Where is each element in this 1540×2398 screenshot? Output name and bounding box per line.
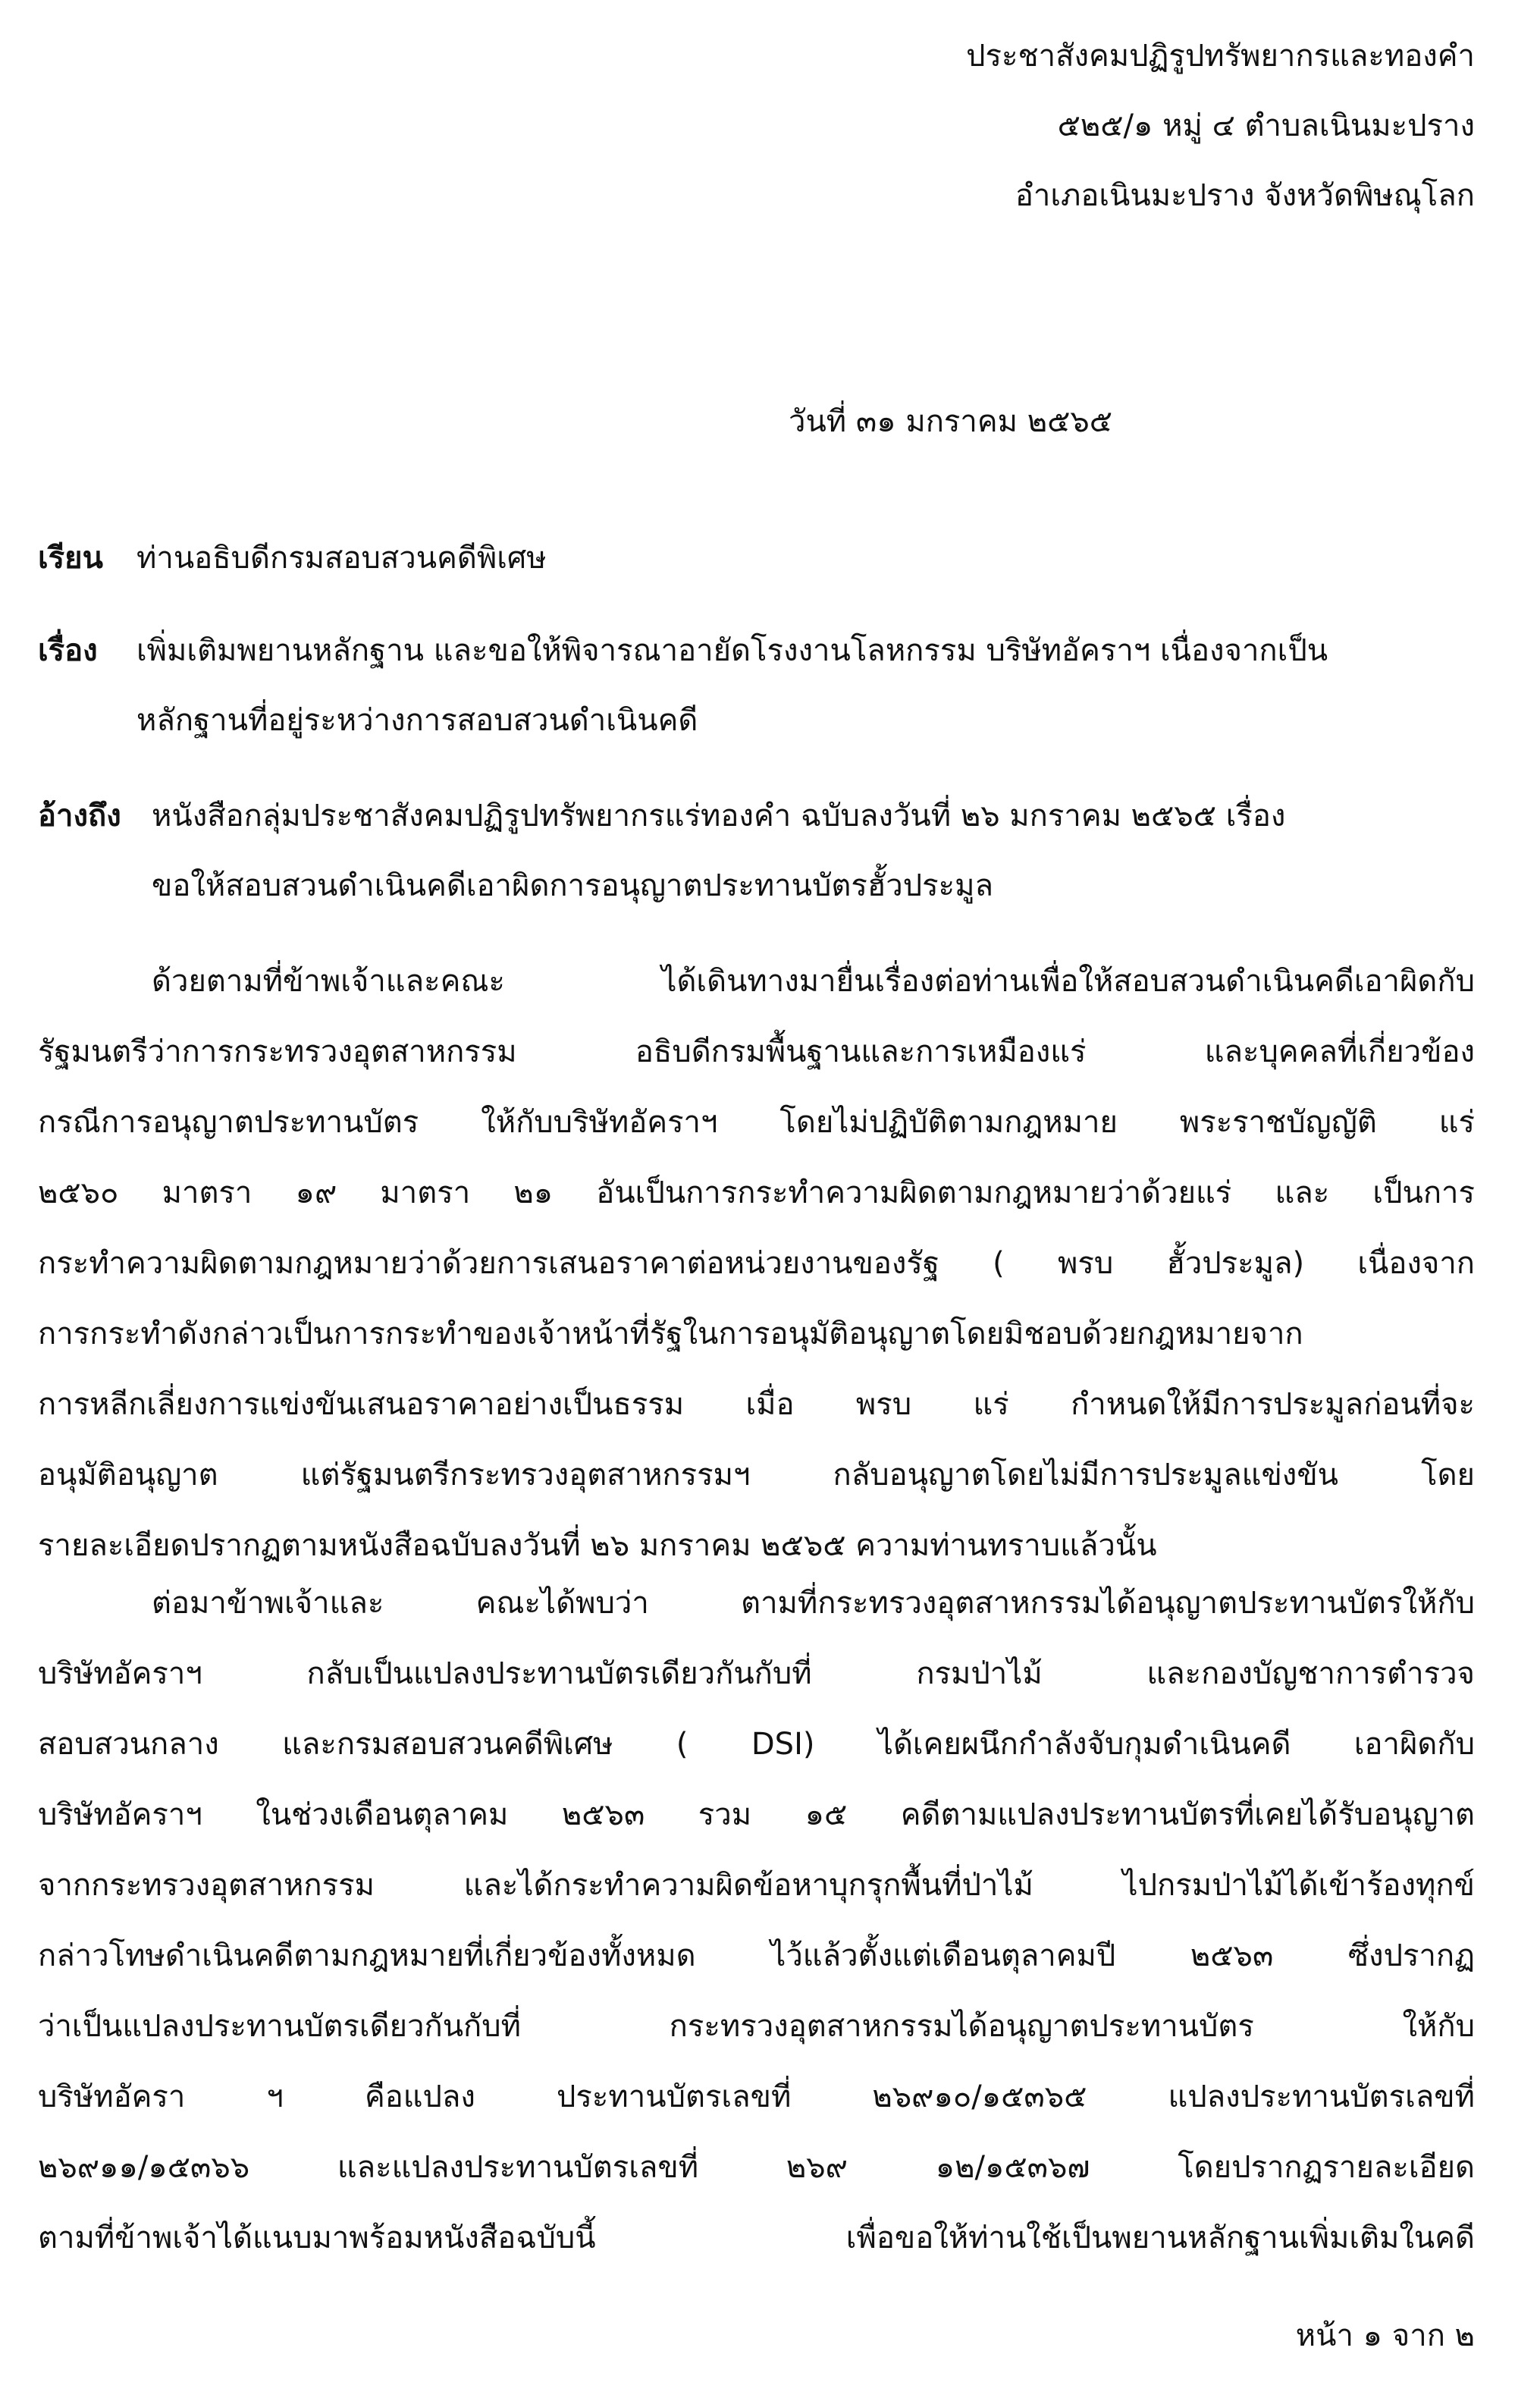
reference [38, 781, 1475, 921]
paragraph-line: ตามที่ข้าพเจ้าได้แนบมาพร้อมหนังสือฉบับนี้ เพื่อขอให้ท่านใช้เป็นพยานหลักฐานเพิ่มเติมในคดี [38, 2221, 1475, 2255]
paragraph-line: บริษัทอัคราฯ กลับเป็นแปลงประทานบัตรเดียวกันกับที่ กรมป่าไม้ และกองบัญชาการตำรวจ [38, 1656, 1475, 1691]
subject-line: เพิ่มเติมพยานหลักฐาน และขอให้พิจารณาอายัดโรงงานโลหกรรม บริษัทอัคราฯ เนื่องจากเป็น [136, 633, 1328, 668]
subject [38, 616, 1475, 755]
paragraph-line: บริษัทอัคราฯ ในช่วงเดือนตุลาคม ๒๕๖๓ รวม ๑๕ คดีตามแปลงประทานบัตรที่เคยได้รับอนุญาต [38, 1797, 1475, 1832]
salutation-label: เรียน [38, 541, 103, 576]
sender-address-district: อำเภอเนินมะปราง จังหวัดพิษณุโลก [1015, 178, 1475, 213]
letter-date: วันที่ ๓๑ มกราคม ๒๕๖๕ [789, 404, 1113, 439]
paragraph-line: รายละเอียดปรากฏตามหนังสือฉบับลงวันที่ ๒๖ มกราคม ๒๕๖๕ ความท่านทราบแล้วนั้น [38, 1528, 1157, 1563]
body-paragraph-2 [38, 1568, 1475, 2274]
paragraph-line: ด้วยตามที่ข้าพเจ้าและคณะ ได้เดินทางมายื่นเรื่องต่อท่านเพื่อให้สอบสวนดำเนินคดีเอาผิดกับ [152, 964, 1475, 999]
paragraph-line: รัฐมนตรีว่าการกระทรวงอุตสาหกรรม อธิบดีกรมพื้นฐานและการเหมืองแร่ และบุคคลที่เกี่ยวข้อง [38, 1034, 1475, 1069]
reference-label: อ้างถึง [38, 799, 121, 833]
subject-label: เรื่อง [38, 633, 98, 668]
paragraph-line: ๒๕๖๐ มาตรา ๑๙ มาตรา ๒๑ อันเป็นการกระทำความผิดตามกฎหมายว่าด้วยแร่ และ เป็นการ [38, 1175, 1475, 1210]
paragraph-line: บริษัทอัครา ฯ คือแปลง ประทานบัตรเลขที่ ๒๖๙๑๐/๑๕๓๖๕ แปลงประทานบัตรเลขที่ [38, 2079, 1475, 2114]
paragraph-line: สอบสวนกลาง และกรมสอบสวนคดีพิเศษ ( DSI) ได้เคยผนึกกำลังจับกุมดำเนินคดี เอาผิดกับ [38, 1727, 1475, 1762]
paragraph-line: กระทำความผิดตามกฎหมายว่าด้วยการเสนอราคาต่อหน่วยงานของรัฐ ( พรบ ฮั้วประมูล) เนื่องจาก [38, 1246, 1475, 1281]
salutation-recipient: ท่านอธิบดีกรมสอบสวนคดีพิเศษ [136, 541, 547, 576]
sender-address-line: ๕๒๕/๑ หมู่ ๔ ตำบลเนินมะปราง [1057, 108, 1475, 143]
page-indicator: หน้า ๑ จาก ๒ [1295, 2318, 1475, 2353]
sender-organization: ประชาสังคมปฏิรูปทรัพยากรและทองคำ [966, 39, 1475, 74]
paragraph-line: กรณีการอนุญาตประทานบัตร ให้กับบริษัทอัคราฯ โดยไม่ปฏิบัติตามกฎหมาย พระราชบัญญัติ แร่ [38, 1105, 1475, 1140]
sender-address [966, 21, 1475, 231]
paragraph-line: ๒๖๙๑๑/๑๕๓๖๖ และแปลงประทานบัตรเลขที่ ๒๖๙ ๑๒/๑๕๓๖๗ โดยปรากฏรายละเอียด [38, 2150, 1475, 2185]
paragraph-line: จากกระทรวงอุตสาหกรรม และได้กระทำความผิดข้อหาบุกรุกพื้นที่ป่าไม้ ไปกรมป่าไม้ได้เข้าร้องทุกข์ [38, 1868, 1475, 1903]
paragraph-line: ต่อมาข้าพเจ้าและ คณะได้พบว่า ตามที่กระทรวงอุตสาหกรรมได้อนุญาตประทานบัตรให้กับ [152, 1586, 1475, 1621]
subject-line: หลักฐานที่อยู่ระหว่างการสอบสวนดำเนินคดี [136, 703, 698, 738]
salutation [38, 523, 1475, 593]
paragraph-line: ว่าเป็นแปลงประทานบัตรเดียวกันกับที่ กระทรวงอุตสาหกรรมได้อนุญาตประทานบัตร ให้กับ [38, 2009, 1475, 2044]
paragraph-line: การกระทำดังกล่าวเป็นการกระทำของเจ้าหน้าที่รัฐในการอนุมัติอนุญาตโดยมิชอบด้วยกฎหมายจาก [38, 1317, 1303, 1351]
reference-line: ขอให้สอบสวนดำเนินคดีเอาผิดการอนุญาตประทานบัตรฮั้วประมูล [152, 868, 993, 903]
paragraph-line: อนุมัติอนุญาต แต่รัฐมนตรีกระทรวงอุตสาหกรรมฯ กลับอนุญาตโดยไม่มีการประมูลแข่งขัน โดย [38, 1458, 1475, 1492]
paragraph-line: การหลีกเลี่ยงการแข่งขันเสนอราคาอย่างเป็นธรรม เมื่อ พรบ แร่ กำหนดให้มีการประมูลก่อนที่จะ [38, 1387, 1475, 1422]
reference-line: หนังสือกลุ่มประชาสังคมปฏิรูปทรัพยากรแร่ทองคำ ฉบับลงวันที่ ๒๖ มกราคม ๒๕๖๕ เรื่อง [152, 799, 1286, 833]
body-paragraph-1 [38, 946, 1475, 1581]
paragraph-line: กล่าวโทษดำเนินคดีตามกฎหมายที่เกี่ยวข้องทั้งหมด ไว้แล้วตั้งแต่เดือนตุลาคมปี ๒๕๖๓ ซึ่งปรากฏ [38, 1938, 1475, 1973]
